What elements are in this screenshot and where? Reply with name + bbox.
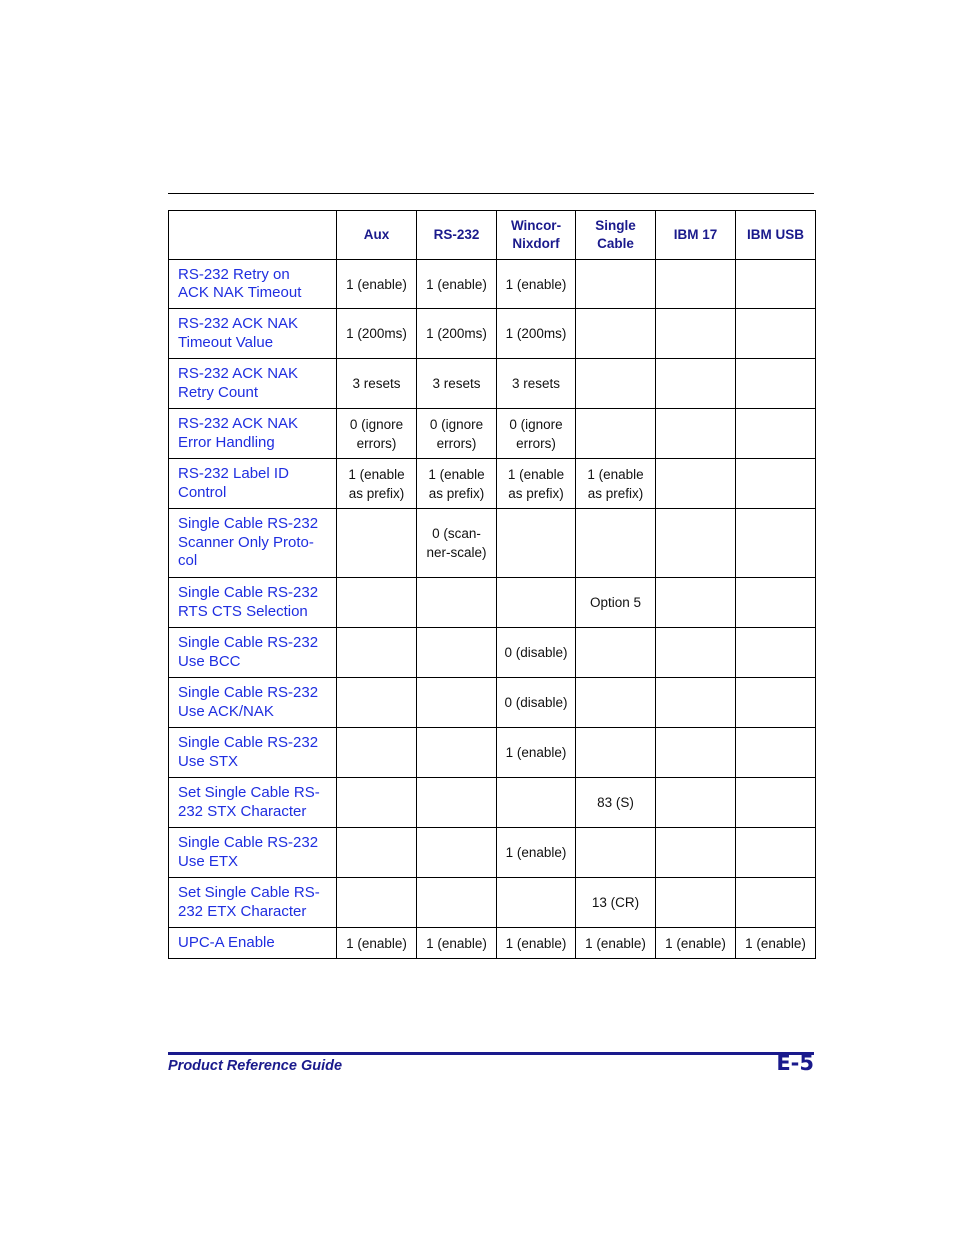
- value-cell: [417, 678, 497, 728]
- table-row: [169, 359, 816, 409]
- table-row: [169, 878, 816, 928]
- value-text: 1 (enable): [505, 745, 567, 760]
- value-text: 3 resets: [432, 376, 481, 391]
- value-text: 1 (enable): [665, 935, 726, 951]
- configuration-table: [168, 210, 816, 959]
- table-row: [169, 928, 816, 959]
- value-cell: [656, 678, 736, 728]
- value-cell: [337, 678, 417, 728]
- value-cell: [337, 628, 417, 678]
- header-column: IBM 17: [656, 211, 736, 260]
- table-row: [169, 309, 816, 359]
- value-cell: [497, 578, 576, 628]
- value-text: 1 (enable): [426, 935, 487, 951]
- value-text: 1 (enable): [745, 935, 806, 951]
- value-text: 1 (200ms): [505, 326, 567, 341]
- value-cell: [576, 309, 656, 359]
- parameter-name: Single Cable RS-232 Scanner Only Proto- col: [169, 509, 337, 578]
- value-cell: [337, 309, 417, 359]
- value-cell: [337, 509, 417, 578]
- value-cell: [576, 578, 656, 628]
- value-cell: [417, 778, 497, 828]
- value-cell: [656, 509, 736, 578]
- value-text: 0 (scan- ner-scale): [426, 526, 487, 560]
- value-cell: [497, 359, 576, 409]
- value-text: 1 (enable): [426, 276, 487, 292]
- value-cell: [736, 260, 816, 309]
- value-cell: [576, 678, 656, 728]
- value-text: 1 (enable as prefix): [348, 466, 405, 501]
- value-cell: [656, 578, 736, 628]
- value-cell: [736, 678, 816, 728]
- value-text: 83 (S): [597, 795, 634, 810]
- header-column: Single Cable: [576, 211, 656, 260]
- header-column: RS-232: [417, 211, 497, 260]
- value-text: 3 resets: [511, 376, 561, 391]
- value-cell: [576, 928, 656, 959]
- parameter-name: Single Cable RS-232 Use BCC: [169, 628, 337, 678]
- value-cell: [417, 628, 497, 678]
- value-cell: [656, 928, 736, 959]
- value-cell: [417, 728, 497, 778]
- value-text: 1 (enable): [346, 276, 407, 292]
- value-cell: [337, 828, 417, 878]
- value-text: 0 (ignore errors): [349, 416, 404, 451]
- value-cell: [656, 359, 736, 409]
- value-cell: [337, 928, 417, 959]
- parameter-name: RS-232 ACK NAK Error Handling: [169, 409, 337, 459]
- table-row: [169, 509, 816, 578]
- value-text: 3 resets: [352, 376, 401, 391]
- value-text: 1 (200ms): [346, 326, 407, 341]
- parameter-name: UPC-A Enable: [169, 928, 337, 959]
- value-cell: [497, 509, 576, 578]
- value-cell: [656, 628, 736, 678]
- value-cell: [337, 878, 417, 928]
- value-text: 1 (enable): [346, 935, 407, 951]
- table-row: [169, 728, 816, 778]
- value-cell: [497, 628, 576, 678]
- value-cell: [576, 828, 656, 878]
- value-cell: [337, 359, 417, 409]
- page-number: E-5: [776, 1051, 814, 1075]
- value-cell: [497, 878, 576, 928]
- footer-title: Product Reference Guide: [168, 1058, 343, 1074]
- value-cell: [736, 778, 816, 828]
- header-column: Wincor- Nixdorf: [497, 211, 576, 260]
- value-cell: [736, 578, 816, 628]
- parameter-name: RS-232 Label ID Control: [169, 459, 337, 509]
- value-cell: [497, 260, 576, 309]
- value-text: 0 (ignore errors): [429, 416, 484, 451]
- value-cell: [736, 509, 816, 578]
- header-column: IBM USB: [736, 211, 816, 260]
- table-row: [169, 778, 816, 828]
- value-text: 1 (enable as prefix): [587, 466, 644, 501]
- value-cell: [497, 678, 576, 728]
- value-cell: [497, 728, 576, 778]
- value-cell: [417, 459, 497, 509]
- value-cell: [417, 928, 497, 959]
- value-cell: [576, 509, 656, 578]
- value-cell: [576, 778, 656, 828]
- value-cell: [656, 778, 736, 828]
- parameter-name: RS-232 Retry on ACK NAK Timeout: [169, 260, 337, 309]
- value-cell: [497, 459, 576, 509]
- value-cell: [736, 828, 816, 878]
- value-cell: [736, 878, 816, 928]
- value-cell: [576, 359, 656, 409]
- value-text: 1 (enable): [505, 276, 567, 292]
- value-cell: [736, 459, 816, 509]
- value-text: 0 (ignore errors): [509, 416, 563, 451]
- value-cell: [497, 778, 576, 828]
- value-cell: [656, 828, 736, 878]
- value-cell: [656, 459, 736, 509]
- table-row: [169, 260, 816, 309]
- value-cell: [417, 878, 497, 928]
- parameter-name: Set Single Cable RS- 232 ETX Character: [169, 878, 337, 928]
- value-cell: [497, 928, 576, 959]
- value-text: 1 (enable as prefix): [507, 466, 565, 501]
- value-cell: [656, 409, 736, 459]
- table-header: [169, 211, 816, 260]
- value-cell: [417, 828, 497, 878]
- value-cell: [497, 828, 576, 878]
- value-cell: [736, 309, 816, 359]
- value-cell: [736, 409, 816, 459]
- parameter-name: Set Single Cable RS- 232 STX Character: [169, 778, 337, 828]
- value-cell: [576, 409, 656, 459]
- parameter-name: RS-232 ACK NAK Retry Count: [169, 359, 337, 409]
- parameter-name: Single Cable RS-232 Use ACK/NAK: [169, 678, 337, 728]
- header-row: [169, 211, 816, 260]
- value-cell: [497, 409, 576, 459]
- value-cell: [417, 359, 497, 409]
- value-text: Option 5: [589, 595, 642, 610]
- value-cell: [417, 409, 497, 459]
- value-cell: [736, 628, 816, 678]
- value-cell: [337, 459, 417, 509]
- table-row: [169, 409, 816, 459]
- value-cell: [576, 459, 656, 509]
- value-cell: [337, 728, 417, 778]
- value-cell: [576, 260, 656, 309]
- value-cell: [576, 878, 656, 928]
- table-row: [169, 628, 816, 678]
- value-cell: [576, 628, 656, 678]
- header-column: Aux: [337, 211, 417, 260]
- value-cell: [736, 359, 816, 409]
- parameter-name: RS-232 ACK NAK Timeout Value: [169, 309, 337, 359]
- table-row: [169, 828, 816, 878]
- value-text: 1 (enable): [505, 935, 567, 951]
- value-cell: [656, 260, 736, 309]
- value-text: 0 (disable): [504, 695, 568, 710]
- value-cell: [656, 309, 736, 359]
- value-cell: [656, 728, 736, 778]
- parameter-name: Single Cable RS-232 Use STX: [169, 728, 337, 778]
- value-text: 0 (disable): [504, 645, 568, 660]
- value-text: 1 (enable as prefix): [428, 466, 485, 501]
- value-text: 1 (enable): [505, 845, 567, 860]
- value-cell: [417, 509, 497, 578]
- value-cell: [337, 778, 417, 828]
- parameter-name: Single Cable RS-232 Use ETX: [169, 828, 337, 878]
- table-row: [169, 678, 816, 728]
- value-cell: [417, 260, 497, 309]
- value-cell: [337, 578, 417, 628]
- value-cell: [337, 409, 417, 459]
- top-rule: [168, 193, 814, 194]
- value-cell: [736, 928, 816, 959]
- value-cell: [656, 878, 736, 928]
- value-text: 1 (enable): [585, 935, 646, 951]
- value-text: 13 (CR): [591, 895, 640, 910]
- value-text: 1 (200ms): [426, 326, 487, 341]
- table-body: [169, 260, 816, 959]
- header-parameter: [169, 211, 337, 260]
- footer-rule: [168, 1052, 814, 1055]
- table-row: [169, 578, 816, 628]
- value-cell: [497, 309, 576, 359]
- value-cell: [417, 578, 497, 628]
- value-cell: [417, 309, 497, 359]
- value-cell: [736, 728, 816, 778]
- table-row: [169, 459, 816, 509]
- parameter-name: Single Cable RS-232 RTS CTS Selection: [169, 578, 337, 628]
- value-cell: [337, 260, 417, 309]
- value-cell: [576, 728, 656, 778]
